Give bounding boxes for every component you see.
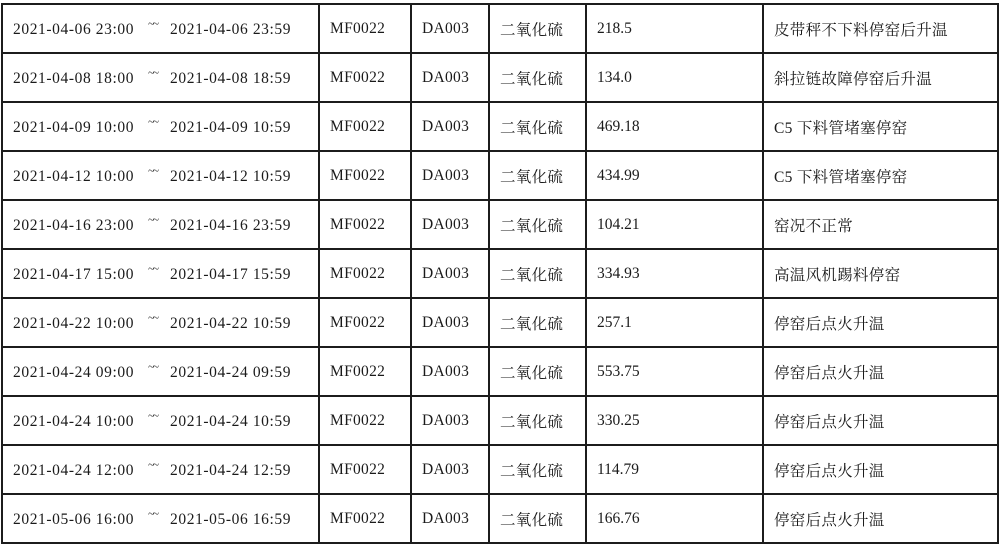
cell-time-range [2, 445, 319, 494]
cell-device-code: MF0022 [319, 53, 411, 102]
cell-value: 257.1 [586, 298, 763, 347]
tilde-separator: ~~ [148, 214, 159, 226]
cell-device-code: MF0022 [319, 249, 411, 298]
cell-device-code: MF0022 [319, 347, 411, 396]
tilde-separator: ~~ [148, 116, 159, 128]
table-row [2, 298, 998, 347]
cell-outlet-code: DA003 [411, 298, 489, 347]
tilde-separator: ~~ [148, 459, 159, 471]
cell-time-range [2, 249, 319, 298]
cell-outlet-code: DA003 [411, 102, 489, 151]
cell-value: 134.0 [586, 53, 763, 102]
time-end: 2021-04-22 10:59 [170, 315, 292, 332]
cell-value: 330.25 [586, 396, 763, 445]
tilde-separator: ~~ [148, 165, 159, 177]
cell-reason: 高温风机踢料停窑 [763, 249, 998, 298]
cell-reason: 停窑后点火升温 [763, 347, 998, 396]
cell-pollutant: 二氧化硫 [489, 200, 586, 249]
tilde-separator: ~~ [148, 361, 159, 373]
cell-reason: 停窑后点火升温 [763, 445, 998, 494]
cell-pollutant: 二氧化硫 [489, 445, 586, 494]
time-end: 2021-04-17 15:59 [170, 266, 292, 283]
cell-time-range [2, 494, 319, 543]
cell-pollutant: 二氧化硫 [489, 494, 586, 543]
time-start: 2021-04-17 15:00 [13, 266, 135, 283]
time-start: 2021-04-06 23:00 [13, 21, 135, 38]
time-end: 2021-04-16 23:59 [170, 217, 292, 234]
time-start: 2021-04-12 10:00 [13, 168, 135, 185]
table-row [2, 102, 998, 151]
cell-value: 334.93 [586, 249, 763, 298]
emission-exceedance-table [1, 3, 999, 544]
table-row [2, 494, 998, 543]
cell-value: 114.79 [586, 445, 763, 494]
table-row [2, 53, 998, 102]
cell-device-code: MF0022 [319, 396, 411, 445]
cell-reason: 停窑后点火升温 [763, 396, 998, 445]
time-start: 2021-04-09 10:00 [13, 119, 135, 136]
time-end: 2021-04-24 10:59 [170, 413, 292, 430]
cell-pollutant: 二氧化硫 [489, 396, 586, 445]
time-end: 2021-04-09 10:59 [170, 119, 292, 136]
cell-value: 104.21 [586, 200, 763, 249]
time-end: 2021-05-06 16:59 [170, 511, 292, 528]
cell-outlet-code: DA003 [411, 200, 489, 249]
cell-value: 434.99 [586, 151, 763, 200]
cell-value: 218.5 [586, 4, 763, 53]
cell-value: 166.76 [586, 494, 763, 543]
time-start: 2021-04-24 12:00 [13, 462, 135, 479]
cell-time-range [2, 4, 319, 53]
cell-reason: 皮带秤不下料停窑后升温 [763, 4, 998, 53]
cell-device-code: MF0022 [319, 445, 411, 494]
table-row [2, 249, 998, 298]
cell-pollutant: 二氧化硫 [489, 4, 586, 53]
cell-value: 553.75 [586, 347, 763, 396]
cell-reason: 停窑后点火升温 [763, 494, 998, 543]
cell-pollutant: 二氧化硫 [489, 151, 586, 200]
tilde-separator: ~~ [148, 508, 159, 520]
time-end: 2021-04-24 09:59 [170, 364, 292, 381]
time-end: 2021-04-12 10:59 [170, 168, 292, 185]
time-start: 2021-04-24 09:00 [13, 364, 135, 381]
time-end: 2021-04-06 23:59 [170, 21, 292, 38]
cell-value: 469.18 [586, 102, 763, 151]
cell-pollutant: 二氧化硫 [489, 102, 586, 151]
tilde-separator: ~~ [148, 67, 159, 79]
cell-pollutant: 二氧化硫 [489, 298, 586, 347]
time-start: 2021-04-16 23:00 [13, 217, 135, 234]
cell-outlet-code: DA003 [411, 396, 489, 445]
cell-reason: C5 下料管堵塞停窑 [763, 102, 998, 151]
tilde-separator: ~~ [148, 410, 159, 422]
cell-time-range [2, 298, 319, 347]
cell-reason: C5 下料管堵塞停窑 [763, 151, 998, 200]
tilde-separator: ~~ [148, 263, 159, 275]
cell-outlet-code: DA003 [411, 347, 489, 396]
cell-time-range [2, 200, 319, 249]
cell-device-code: MF0022 [319, 494, 411, 543]
cell-reason: 停窑后点火升温 [763, 298, 998, 347]
cell-time-range [2, 151, 319, 200]
cell-outlet-code: DA003 [411, 494, 489, 543]
cell-device-code: MF0022 [319, 102, 411, 151]
time-end: 2021-04-08 18:59 [170, 70, 292, 87]
cell-reason: 窑况不正常 [763, 200, 998, 249]
table-row [2, 4, 998, 53]
cell-device-code: MF0022 [319, 4, 411, 53]
table-row [2, 396, 998, 445]
table-body [2, 4, 998, 543]
cell-pollutant: 二氧化硫 [489, 53, 586, 102]
cell-outlet-code: DA003 [411, 151, 489, 200]
table-row [2, 200, 998, 249]
tilde-separator: ~~ [148, 18, 159, 30]
table-row [2, 151, 998, 200]
cell-time-range [2, 347, 319, 396]
cell-outlet-code: DA003 [411, 4, 489, 53]
cell-reason: 斜拉链故障停窑后升温 [763, 53, 998, 102]
cell-time-range [2, 53, 319, 102]
cell-pollutant: 二氧化硫 [489, 249, 586, 298]
time-start: 2021-04-24 10:00 [13, 413, 135, 430]
table-row [2, 445, 998, 494]
cell-device-code: MF0022 [319, 151, 411, 200]
time-start: 2021-04-08 18:00 [13, 70, 135, 87]
cell-outlet-code: DA003 [411, 445, 489, 494]
cell-device-code: MF0022 [319, 200, 411, 249]
time-start: 2021-05-06 16:00 [13, 511, 135, 528]
table-row [2, 347, 998, 396]
tilde-separator: ~~ [148, 312, 159, 324]
time-end: 2021-04-24 12:59 [170, 462, 292, 479]
cell-pollutant: 二氧化硫 [489, 347, 586, 396]
cell-time-range [2, 396, 319, 445]
cell-time-range [2, 102, 319, 151]
time-start: 2021-04-22 10:00 [13, 315, 135, 332]
cell-device-code: MF0022 [319, 298, 411, 347]
cell-outlet-code: DA003 [411, 249, 489, 298]
cell-outlet-code: DA003 [411, 53, 489, 102]
